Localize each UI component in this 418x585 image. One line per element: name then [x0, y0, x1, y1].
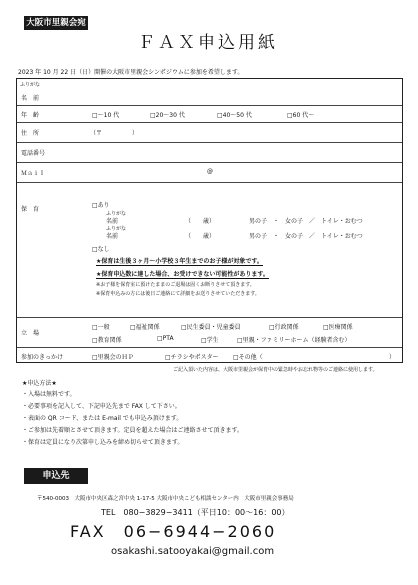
- child1-age-field[interactable]: （ 歳）: [185, 218, 216, 225]
- childcare-capacity-warning: ★保育申込数に達した場合、お受けできない可能性があります。: [96, 271, 269, 278]
- trigger-other-close: ）: [389, 354, 396, 361]
- privacy-note: ご記入頂いた内容は、大阪市里親会が保育中の緊急時やお忘れ物等のご連絡に使用します。: [173, 367, 378, 373]
- childcare-no-checkbox[interactable]: □なし: [92, 246, 110, 253]
- child1-furigana-label: ふりがな: [106, 211, 127, 217]
- name-field[interactable]: [77, 81, 398, 103]
- mail-label: Ｍａｉｌ: [21, 170, 46, 177]
- method-item: ・保育は定員になり次第申し込みを締め切らせて頂きます。: [22, 439, 184, 446]
- mail-row: [17, 162, 402, 183]
- trigger-label: 参加のきっかけ: [21, 354, 64, 361]
- method-heading: ★申込方法★: [22, 380, 57, 387]
- trigger-other[interactable]: □その他（: [233, 354, 263, 361]
- application-method: [22, 378, 243, 449]
- position-student[interactable]: □学生: [201, 337, 219, 344]
- apply-email[interactable]: osakashi.satooyakai@gmail.com: [111, 546, 275, 557]
- address-label: 住 所: [21, 130, 40, 137]
- position-row: [17, 317, 402, 348]
- method-item: ・ご参加は先着順とさせて頂きます。定員を超えた場合はご連絡させて頂きます。: [22, 427, 244, 434]
- address-row: [17, 122, 402, 143]
- age-row: [17, 105, 402, 123]
- child2-name-label: 名前: [106, 233, 119, 240]
- child2-furigana-label: ふりがな: [106, 226, 127, 232]
- intro-text: 2023 年 10 月 22 日（日）開催の大阪市里親会シンポジウムに参加を希望します。: [18, 69, 244, 76]
- child2-age-field[interactable]: （ 歳）: [185, 233, 216, 240]
- method-item: ・入場は無料です。: [22, 391, 76, 398]
- page-title: ＦＡＸ申込用紙: [138, 33, 278, 53]
- trigger-flyer[interactable]: □チラシやポスター: [165, 354, 219, 361]
- recipient-badge: 大阪市里親会宛: [24, 16, 88, 30]
- age-option-40-50[interactable]: □40〜50 代: [217, 112, 252, 119]
- position-commissioner[interactable]: □民生委員・児童委員: [181, 324, 241, 331]
- childcare-label: 保 育: [21, 206, 40, 213]
- age-option-20-30[interactable]: □20〜30 代: [150, 112, 185, 119]
- trigger-row: [17, 347, 402, 364]
- child2-gender-options[interactable]: 男の子 ・ 女の子 ／ トイレ・おむつ: [249, 233, 363, 240]
- position-general[interactable]: □一般: [92, 324, 110, 331]
- apply-tel: TEL 080−3829−3411（平日10：00〜16：00）: [101, 508, 290, 517]
- apply-fax: FAX 06−6944−2060: [70, 522, 277, 541]
- position-education[interactable]: □教育関係: [92, 337, 122, 344]
- age-option-60-plus[interactable]: □60 代〜: [287, 112, 315, 119]
- method-item: ・表面の QR コード、または E-mail でも申込み頂けます。: [22, 415, 183, 422]
- furigana-label: ふりがな: [20, 82, 41, 88]
- childcare-note-details: ※保育申込みの方には後日ご連絡にて詳細をお送りさせていただきます。: [96, 291, 260, 297]
- application-form: [16, 78, 403, 363]
- childcare-row: [17, 182, 402, 318]
- name-row: [17, 79, 402, 106]
- childcare-age-warning: ★保育は生後３ヶ月〜小学校３年生までのお子様が対象です。: [96, 258, 263, 265]
- childcare-note-leave: ※お子様を保育室に預けたままのご退場は固くお断りさせて頂きます。: [96, 282, 255, 288]
- apply-badge: 申込先: [24, 468, 88, 484]
- phone-label: 電話番号: [21, 150, 46, 157]
- child1-gender-options[interactable]: 男の子 ・ 女の子 ／ トイレ・おむつ: [249, 218, 363, 225]
- postal-code-field[interactable]: （〒 ）: [90, 130, 139, 137]
- position-welfare[interactable]: □福祉関係: [130, 324, 160, 331]
- apply-address: 〒540-0003 大阪市中央区森之宮中央 1-17-5 大阪市中央こども相談センター内 大阪市里親会事務局: [37, 496, 294, 502]
- child1-name-label: 名前: [106, 218, 119, 225]
- phone-row: [17, 142, 402, 163]
- position-pta[interactable]: □PTA: [157, 335, 174, 342]
- age-label: 年 齢: [21, 112, 40, 119]
- position-label: 立 場: [21, 330, 40, 337]
- position-foster-parent[interactable]: □里親・ファミリーホーム（経験者含む）: [237, 337, 351, 344]
- childcare-yes-checkbox[interactable]: □あり: [92, 202, 110, 209]
- method-item: ・必要事項を記入して、下記申込先まで FAX して下さい。: [22, 403, 181, 410]
- position-medical[interactable]: □医療関係: [323, 324, 353, 331]
- mail-at-sign[interactable]: @: [207, 168, 213, 175]
- name-label: 名 前: [21, 95, 40, 102]
- age-option-under-10[interactable]: □〜10 代: [92, 112, 120, 119]
- trigger-website[interactable]: □里親会のＨＰ: [92, 354, 134, 361]
- phone-field[interactable]: [77, 144, 398, 160]
- position-government[interactable]: □行政関係: [269, 324, 299, 331]
